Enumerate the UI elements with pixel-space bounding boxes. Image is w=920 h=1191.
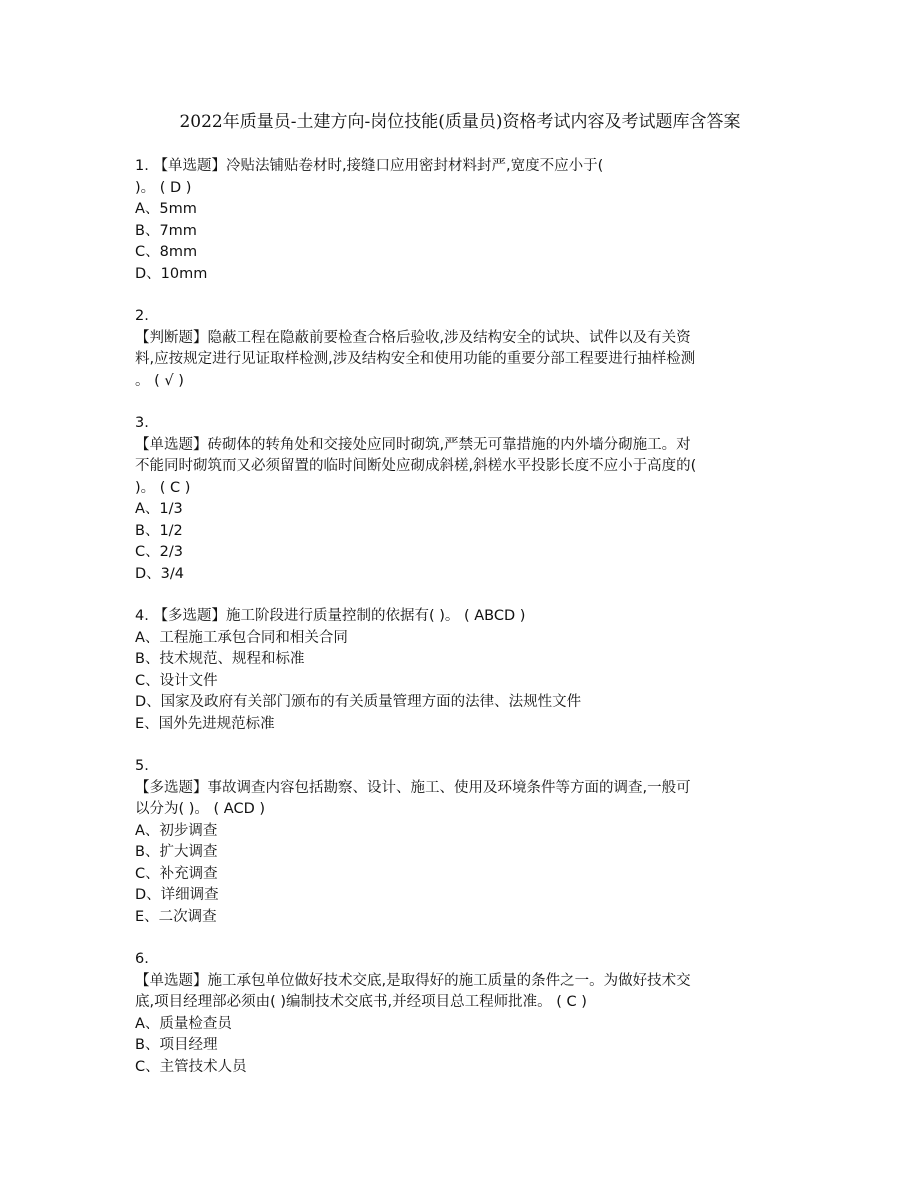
answer-option: C、主管技术人员 (135, 1058, 247, 1075)
question-text: )。 ( D ) (135, 179, 192, 196)
question-text: 4. 【多选题】施工阶段进行质量控制的依据有( )。 ( ABCD ) (135, 608, 526, 624)
answer-option: B、7mm (135, 222, 197, 239)
answer-option: E、国外先进规范标准 (135, 715, 275, 732)
question-number: 3. (135, 415, 149, 431)
answer-option: C、补充调查 (135, 865, 218, 882)
answer-option: D、详细调查 (135, 887, 219, 903)
question-2 (135, 306, 785, 392)
question-1 (135, 156, 785, 285)
answer-option: D、国家及政府有关部门颁布的有关质量管理方面的法律、法规性文件 (135, 694, 582, 710)
answer-option: A、工程施工承包合同和相关合同 (135, 629, 348, 646)
question-5 (135, 756, 785, 928)
question-text: 以分为( )。 ( ACD ) (135, 801, 266, 817)
answer-option: E、二次调查 (135, 908, 217, 925)
question-4 (135, 606, 785, 735)
question-text: 【单选题】施工承包单位做好技术交底,是取得好的施工质量的条件之一。为做好技术交 (135, 972, 691, 989)
answer-option: A、初步调查 (135, 822, 218, 839)
answer-option: D、10mm (135, 265, 208, 282)
answer-option: B、扩大调查 (135, 844, 218, 860)
answer-option: B、技术规范、规程和标准 (135, 651, 305, 667)
question-list (135, 156, 785, 1099)
document-title: 2022年质量员-土建方向-岗位技能(质量员)资格考试内容及考试题库含答案 (179, 112, 741, 132)
answer-option: A、质量检查员 (135, 1015, 232, 1032)
answer-option: B、1/2 (135, 522, 183, 539)
question-text: 不能同时砌筑而又必须留置的临时间断处应砌成斜槎,斜槎水平投影长度不应小于高度的( (135, 458, 697, 474)
question-text: )。 ( C ) (135, 479, 191, 496)
question-text: 。 ( √ ) (135, 372, 184, 389)
question-text: 底,项目经理部必须由( )编制技术交底书,并经项目总工程师批准。 ( C ) (135, 994, 587, 1010)
question-text: 料,应按规定进行见证取样检测,涉及结构安全和使用功能的重要分部工程要进行抽样检测 (135, 351, 696, 367)
question-text: 【判断题】隐蔽工程在隐蔽前要检查合格后验收,涉及结构安全的试块、试件以及有关资 (135, 329, 691, 346)
answer-option: A、5mm (135, 201, 197, 217)
question-text: 1. 【单选题】冷贴法铺贴卷材时,接缝口应用密封材料封严,宽度不应小于( (135, 158, 604, 174)
question-number: 5. (135, 758, 149, 774)
answer-option: A、1/3 (135, 501, 183, 517)
question-text: 【多选题】事故调查内容包括勘察、设计、施工、使用及环境条件等方面的调查,一般可 (135, 779, 691, 796)
question-number: 6. (135, 951, 149, 967)
answer-option: C、设计文件 (135, 672, 218, 689)
answer-option: B、项目经理 (135, 1037, 218, 1053)
question-6 (135, 949, 785, 1078)
question-number: 2. (135, 308, 149, 324)
question-3 (135, 413, 785, 585)
answer-option: C、2/3 (135, 544, 183, 560)
answer-option: D、3/4 (135, 565, 185, 582)
answer-option: C、8mm (135, 244, 198, 260)
question-text: 【单选题】砖砌体的转角处和交接处应同时砌筑,严禁无可靠措施的内外墙分砌施工。对 (135, 436, 691, 453)
